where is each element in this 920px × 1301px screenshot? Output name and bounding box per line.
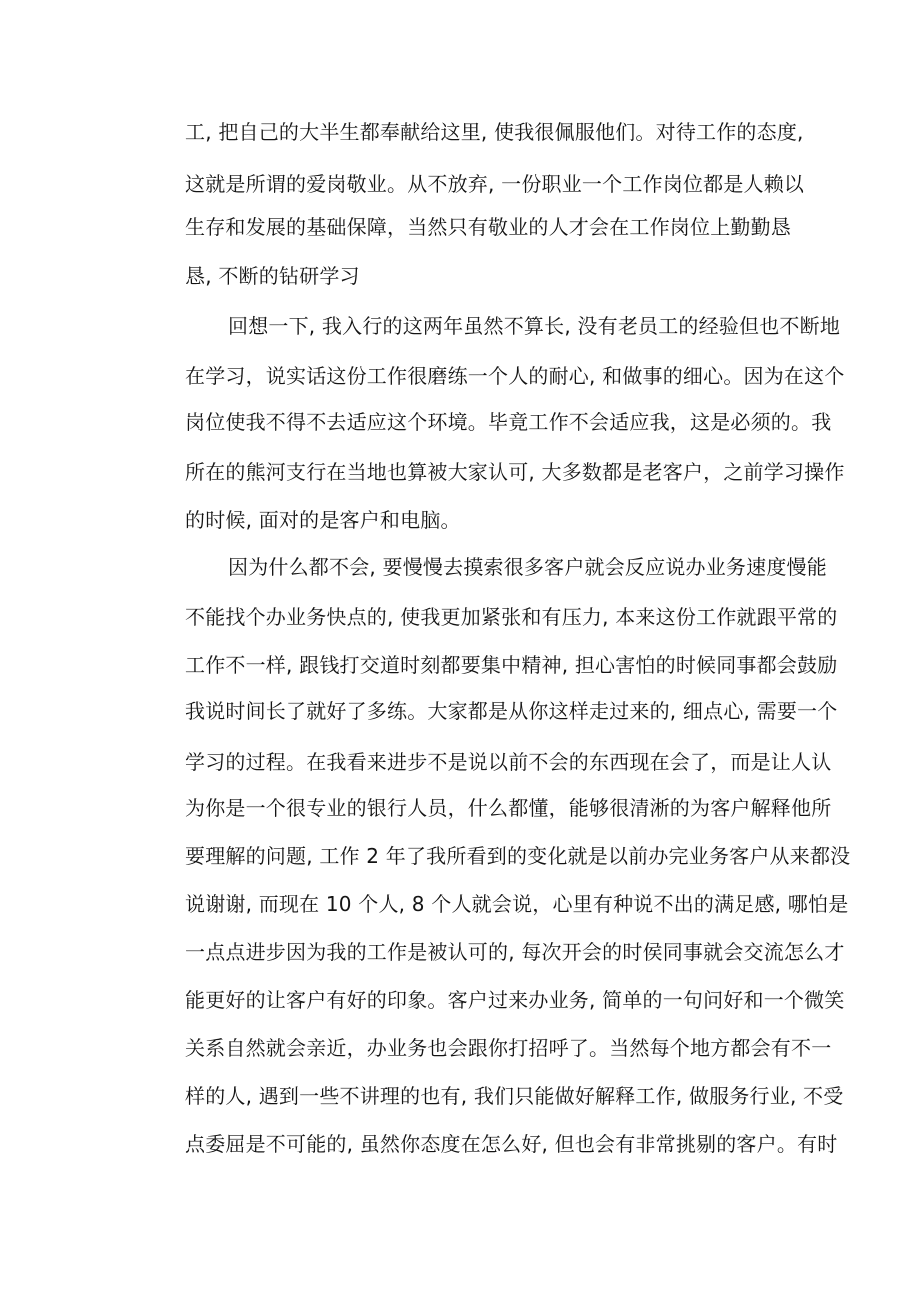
text-line: 回想一下, 我入行的这两年虽然不算长, 没有老员工的经验但也不断地 — [228, 314, 841, 338]
text-line: 工, 把自己的大半生都奉献给这里, 使我很佩服他们。对待工作的态度, — [185, 120, 804, 144]
text-line: 要理解的问题, 工作 2 年了我所看到的变化就是以前办完业务客户从来都没 — [185, 844, 851, 868]
text-line: 我说时间长了就好了多练。大家都是从你这样走过来的, 细点心, 需要一个 — [185, 699, 838, 723]
text-line: 工作不一样, 跟钱打交道时刻都要集中精神, 担心害怕的时候同事都会鼓励 — [185, 653, 838, 677]
text-line: 一点点进步因为我的工作是被认可的, 每次开会的时侯同事就会交流怎么才 — [185, 940, 845, 964]
text-line: 在学习，说实话这份工作很磨练一个人的耐心, 和做事的细心。因为在这个 — [185, 364, 845, 388]
text-line: 说谢谢, 而现在 10 个人, 8 个人就会说，心里有种说不出的满足感, 哪怕是 — [185, 892, 849, 916]
text-line: 学习的过程。在我看来进步不是说以前不会的东西现在会了，而是让人认 — [185, 750, 832, 774]
text-line: 生存和发展的基础保障，当然只有敬业的人才会在工作岗位上勤勤恳 — [185, 215, 791, 239]
text-line: 这就是所谓的爱岗敬业。从不放弃, 一份职业一个工作岗位都是人赖以 — [185, 172, 805, 196]
text-line: 能更好的让客户有好的印象。客户过来办业务, 简单的一句问好和一个微笑 — [185, 988, 845, 1012]
text-line: 关系自然就会亲近，办业务也会跟你打招呼了。当然每个地方都会有不一 — [185, 1036, 832, 1060]
text-line: 因为什么都不会, 要慢慢去摸索很多客户就会反应说办业务速度慢能 — [228, 555, 827, 579]
text-line: 不能找个办业务快点的, 使我更加紧张和有压力, 本来这份工作就跟平常的 — [185, 605, 838, 629]
text-line: 岗位使我不得不去适应这个环境。毕竟工作不会适应我，这是必须的。我 — [185, 410, 832, 434]
text-line: 为你是一个很专业的银行人员，什么都懂，能够很清淅的为客户解释他所 — [185, 796, 832, 820]
text-line: 样的人, 遇到一些不讲理的也有, 我们只能做好解释工作, 做服务行业, 不受 — [185, 1084, 844, 1108]
text-line: 的时候, 面对的是客户和电脑。 — [185, 508, 461, 532]
text-line: 所在的熊河支行在当地也算被大家认可, 大多数都是老客户，之前学习操作 — [185, 460, 845, 484]
text-line: 恳, 不断的钻研学习 — [185, 264, 360, 288]
text-line: 点委屈是不可能的, 虽然你态度在怎么好, 但也会有非常挑剔的客户。有时 — [185, 1132, 838, 1156]
